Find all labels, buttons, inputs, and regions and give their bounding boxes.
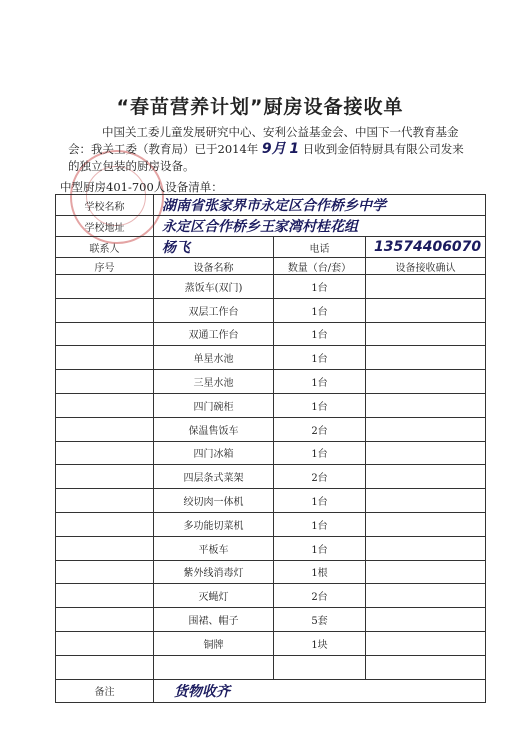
item-no [56, 298, 154, 322]
item-confirm [366, 655, 486, 679]
item-name: 灭蝇灯 [154, 584, 274, 608]
table-row [56, 275, 486, 299]
table-row [56, 512, 486, 536]
item-confirm [366, 536, 486, 560]
table-row [56, 322, 486, 346]
contact-label: 联系人 [56, 237, 154, 258]
item-name: 蒸饭车(双门) [154, 275, 274, 299]
item-name: 围裙、帽子 [154, 608, 274, 632]
item-name: 四门冰箱 [154, 441, 274, 465]
item-qty: 1台 [274, 536, 366, 560]
item-qty: 1台 [274, 275, 366, 299]
phone-value: 13574406070 [366, 237, 486, 258]
item-no [56, 512, 154, 536]
item-qty: 1块 [274, 631, 366, 655]
item-no [56, 346, 154, 370]
handwritten-day: 1 [289, 141, 300, 157]
remarks-label: 备注 [56, 679, 154, 703]
item-confirm [366, 346, 486, 370]
table-row [56, 441, 486, 465]
item-no [56, 322, 154, 346]
item-no [56, 275, 154, 299]
intro-paragraph [68, 124, 488, 175]
intro-line-2 [68, 141, 488, 158]
item-name: 紫外线消毒灯 [154, 560, 274, 584]
item-name: 铜牌 [154, 631, 274, 655]
item-confirm [366, 512, 486, 536]
phone-label: 电话 [274, 237, 366, 258]
table-row [56, 631, 486, 655]
item-qty: 2台 [274, 584, 366, 608]
table-row [56, 608, 486, 632]
column-header: 序号 [56, 258, 154, 275]
item-name: 绞切肉一体机 [154, 489, 274, 513]
item-name: 多功能切菜机 [154, 512, 274, 536]
intro-line-1 [68, 124, 488, 141]
item-no [56, 393, 154, 417]
table-row [56, 560, 486, 584]
item-no [56, 655, 154, 679]
remarks-value: 货物收齐 [154, 679, 486, 703]
item-no [56, 489, 154, 513]
item-name: 三星水池 [154, 370, 274, 394]
item-confirm [366, 584, 486, 608]
item-confirm [366, 631, 486, 655]
table-row [56, 417, 486, 441]
item-name: 四层条式菜架 [154, 465, 274, 489]
intro-line-3: 的独立包装的厨房设备。 [68, 159, 195, 173]
intro-line-2-suffix: 日收到金佰特厨具有限公司发来 [302, 142, 464, 156]
item-name: 单星水池 [154, 346, 274, 370]
item-name [154, 655, 274, 679]
school-name-label: 学校名称 [56, 195, 154, 216]
item-confirm [366, 298, 486, 322]
item-confirm [366, 608, 486, 632]
item-qty: 1台 [274, 512, 366, 536]
item-name: 平板车 [154, 536, 274, 560]
item-qty: 2台 [274, 417, 366, 441]
item-qty: 1台 [274, 322, 366, 346]
item-confirm [366, 275, 486, 299]
item-name: 四门碗柜 [154, 393, 274, 417]
contact-row [56, 237, 486, 258]
item-qty: 5套 [274, 608, 366, 632]
table-row [56, 370, 486, 394]
item-confirm [366, 465, 486, 489]
table-row [56, 584, 486, 608]
column-header: 数量（台/套） [274, 258, 366, 275]
contact-value: 杨飞 [154, 237, 274, 258]
item-confirm [366, 489, 486, 513]
table-header-row [56, 258, 486, 275]
item-confirm [366, 370, 486, 394]
intro-line-1-text: 中国关工委儿童发展研究中心、安利公益基金会、中国下一代教育基金 [102, 125, 459, 139]
remarks-row [56, 679, 486, 703]
equipment-table [55, 194, 486, 703]
item-qty [274, 655, 366, 679]
item-qty: 1台 [274, 370, 366, 394]
item-no [56, 536, 154, 560]
item-no [56, 631, 154, 655]
table-row [56, 655, 486, 679]
school-name-row [56, 195, 486, 216]
item-qty: 1根 [274, 560, 366, 584]
item-qty: 1台 [274, 346, 366, 370]
item-qty: 1台 [274, 441, 366, 465]
item-confirm [366, 560, 486, 584]
handwritten-month: 9月 [261, 141, 286, 157]
table-row [56, 298, 486, 322]
table-row [56, 393, 486, 417]
item-qty: 1台 [274, 298, 366, 322]
item-confirm [366, 393, 486, 417]
table-row [56, 465, 486, 489]
item-no [56, 370, 154, 394]
item-name: 双通工作台 [154, 322, 274, 346]
item-confirm [366, 322, 486, 346]
intro-line-2-prefix: 会：我关工委（教育局）已于2014年 [68, 142, 259, 156]
school-address-label: 学校地址 [56, 216, 154, 237]
item-qty: 2台 [274, 465, 366, 489]
item-name: 双层工作台 [154, 298, 274, 322]
column-header: 设备名称 [154, 258, 274, 275]
school-name-value: 湖南省张家界市永定区合作桥乡中学 [154, 195, 486, 216]
item-qty: 1台 [274, 393, 366, 417]
item-confirm [366, 417, 486, 441]
table-row [56, 489, 486, 513]
school-address-row [56, 216, 486, 237]
item-no [56, 608, 154, 632]
item-no [56, 560, 154, 584]
document-title: “春苗营养计划”厨房设备接收单 [116, 96, 404, 118]
item-confirm [366, 441, 486, 465]
equipment-list-heading: 中型厨房401-700人设备清单： [60, 180, 223, 194]
item-no [56, 417, 154, 441]
item-name: 保温售饭车 [154, 417, 274, 441]
item-no [56, 584, 154, 608]
item-no [56, 441, 154, 465]
item-qty: 1台 [274, 489, 366, 513]
column-header: 设备接收确认 [366, 258, 486, 275]
table-row [56, 536, 486, 560]
school-address-value: 永定区合作桥乡王家湾村桂花组 [154, 216, 486, 237]
table-row [56, 346, 486, 370]
item-no [56, 465, 154, 489]
